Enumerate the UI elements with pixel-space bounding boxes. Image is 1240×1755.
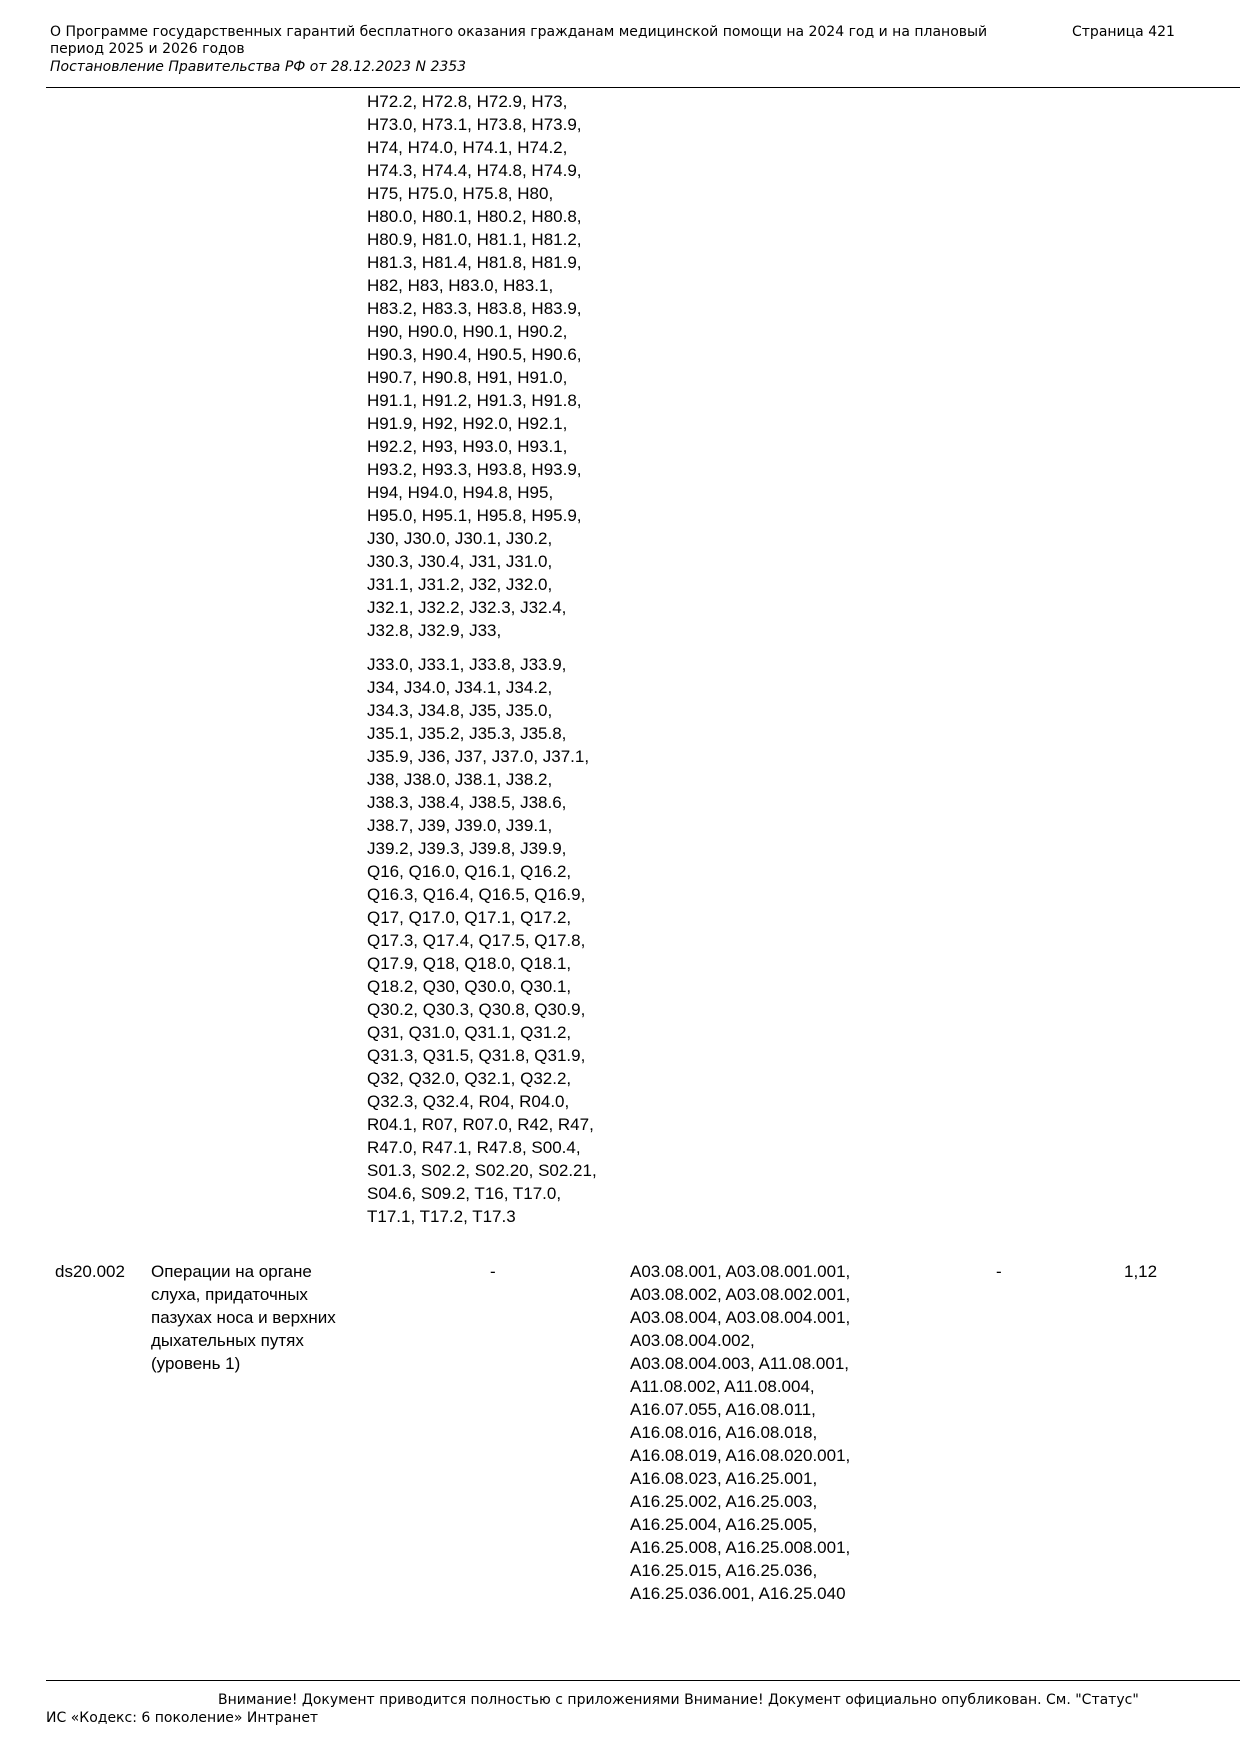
footer-divider (46, 1680, 1240, 1681)
footer-warning: Внимание! Документ приводится полностью с приложениями Внимание! Документ официально опубликован. См. "Статус" (218, 1692, 1139, 1708)
row-code: ds20.002 (55, 1262, 125, 1281)
row-other-criteria: - (996, 1262, 1002, 1281)
document-title: О Программе государственных гарантий бесплатного оказания гражданам медицинской помощи на 2024 год и на плановый период 2025 и 2026 годов (50, 24, 988, 57)
row-coefficient: 1,12 (1124, 1262, 1158, 1281)
page-number: Страница 421 (1072, 24, 1175, 40)
row-name: Операции на органе слуха, придаточных пазухах носа и верхних дыхательных путях (уровень 1) (151, 1262, 336, 1373)
decree-reference: Постановление Правительства РФ от 28.12.2023 N 2353 (50, 59, 467, 75)
diagnosis-codes-continued: H72.2, H72.8, H72.9, H73, H73.0, H73.1, H73.8, H73.9, H74, H74.0, H74.1, H74.2, H74.3, H74.4, H74.8, H74.9, H75, H75.0, H75.8, H80, H80.0, H80.1, H80.2, H80.8, H80.9, H81.0, H81.1, H81.2, H81.3, H81.4, H81.8, H81.9, H82, H83, H83.0, H83.1, H83.2, H83.3, H83.8, H83.9, H90, H90.0, H90.1, H90.2, H90.3, H90.4, H90.5, H90.6, H90.7, H90.8, H91, H91.0, H91.1, H91.2, H91.3, H91.8, H91.9, H92, H92.0, H92.1, H92.2, H93, H93.0, H93.1, H93.2, H93.3, H93.8, H93.9, H94, H94.0, H94.8, H95, H95.0, H95.1, H95.8, H95.9, J30, J30.0, J30.1, J30.2, J30.3, J30.4, J31, J31.0, J31.1, J31.2, J32, J32.0, J32.1, J32.2, J32.3, J32.4, J32.8, J32.9, J33, (367, 92, 582, 640)
row-diagnosis-codes: - (490, 1262, 496, 1281)
footer-system: ИС «Кодекс: 6 поколение» Интранет (46, 1710, 319, 1726)
header-divider (46, 87, 1240, 88)
row-service-codes: A03.08.001, A03.08.001.001, A03.08.002, A03.08.002.001, A03.08.004, A03.08.004.001, A03.08.004.002, A03.08.004.003, A11.08.001, A11.08.002, A11.08.004, A16.07.055, A16.08.011, A16.08.016, A16.08.018, A16.08.019, A16.08.020.001, A16.08.023, A16.25.001, A16.25.002, A16.25.003, A16.25.004, A16.25.005, A16.25.008, A16.25.008.001, A16.25.015, A16.25.036, A16.25.036.001, A16.25.040 (630, 1262, 851, 1603)
diagnosis-codes-continued-2: J33.0, J33.1, J33.8, J33.9, J34, J34.0, J34.1, J34.2, J34.3, J34.8, J35, J35.0, J35.1, J35.2, J35.3, J35.8, J35.9, J36, J37, J37.0, J37.1, J38, J38.0, J38.1, J38.2, J38.3, J38.4, J38.5, J38.6, J38.7, J39, J39.0, J39.1, J39.2, J39.3, J39.8, J39.9, Q16, Q16.0, Q16.1, Q16.2, Q16.3, Q16.4, Q16.5, Q16.9, Q17, Q17.0, Q17.1, Q17.2, Q17.3, Q17.4, Q17.5, Q17.8, Q17.9, Q18, Q18.0, Q18.1, Q18.2, Q30, Q30.0, Q30.1, Q30.2, Q30.3, Q30.8, Q30.9, Q31, Q31.0, Q31.1, Q31.2, Q31.3, Q31.5, Q31.8, Q31.9, Q32, Q32.0, Q32.1, Q32.2, Q32.3, Q32.4, R04, R04.0, R04.1, R07, R07.0, R42, R47, R47.0, R47.1, R47.8, S00.4, S01.3, S02.2, S02.20, S02.21, S04.6, S09.2, T16, T17.0, T17.1, T17.2, T17.3 (367, 655, 597, 1226)
